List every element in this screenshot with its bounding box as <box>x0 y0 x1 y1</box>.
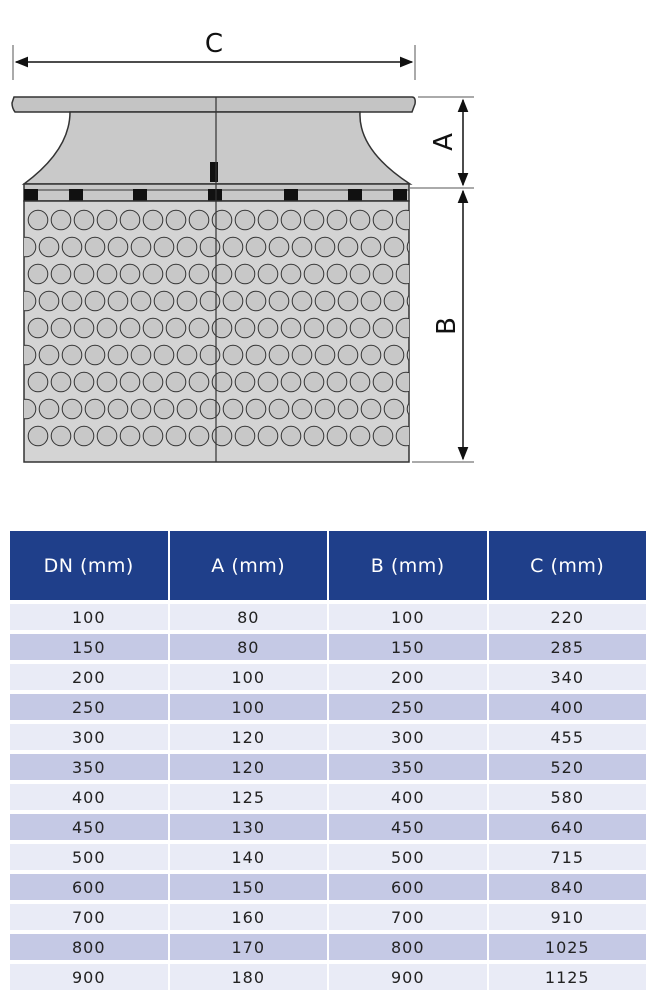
perforation-hole <box>373 426 393 446</box>
perforation-hole <box>120 426 140 446</box>
perforation-hole <box>304 372 324 392</box>
perforation-hole <box>212 318 232 338</box>
perforation-hole <box>373 372 393 392</box>
bolt <box>284 189 298 201</box>
perforation-hole <box>223 237 243 257</box>
cell-dn: 250 <box>10 690 168 720</box>
perforation-hole <box>246 345 266 365</box>
perforation-hole <box>143 372 163 392</box>
perforation-hole <box>235 426 255 446</box>
perforation-hole <box>338 237 358 257</box>
perforation-hole <box>223 345 243 365</box>
perforation-hole <box>304 264 324 284</box>
bolt <box>24 189 38 201</box>
table-row <box>10 900 646 930</box>
perforation-hole <box>407 237 427 257</box>
perforation-hole <box>384 237 404 257</box>
cell-dn: 500 <box>10 840 168 870</box>
bolt <box>69 189 83 201</box>
perforation-hole <box>166 264 186 284</box>
perforation-hole <box>350 264 370 284</box>
perforation-hole <box>269 237 289 257</box>
perforation-hole <box>143 318 163 338</box>
perforation-hole <box>258 372 278 392</box>
perforation-hole <box>131 237 151 257</box>
perforation-hole <box>281 264 301 284</box>
perforation-hole <box>74 426 94 446</box>
perforation-hole <box>28 318 48 338</box>
perforation-hole <box>396 264 416 284</box>
bolt <box>208 189 222 201</box>
table-row <box>10 630 646 660</box>
perforation-hole <box>327 372 347 392</box>
perforation-hole <box>407 345 427 365</box>
perforation-hole <box>258 426 278 446</box>
cell-b: 200 <box>329 660 487 690</box>
perforation-hole <box>28 372 48 392</box>
perforation-hole <box>51 264 71 284</box>
perforation-hole <box>292 345 312 365</box>
perforation-hole <box>315 291 335 311</box>
cell-a: 100 <box>170 660 328 690</box>
table-row <box>10 750 646 780</box>
perforation-hole <box>62 237 82 257</box>
perforation-hole <box>120 210 140 230</box>
perforation-hole <box>269 291 289 311</box>
perforation-hole <box>62 399 82 419</box>
perforation-hole <box>108 345 128 365</box>
perforation-hole <box>292 237 312 257</box>
cell-a: 140 <box>170 840 328 870</box>
cell-dn: 700 <box>10 900 168 930</box>
perforation-hole <box>407 399 427 419</box>
dimension-c <box>13 29 415 80</box>
perforation-hole <box>131 345 151 365</box>
perforation-hole <box>235 372 255 392</box>
perforation-hole <box>292 399 312 419</box>
perforation-hole <box>166 210 186 230</box>
cell-c: 910 <box>489 900 647 930</box>
perforation-hole <box>166 426 186 446</box>
perforation-hole <box>51 426 71 446</box>
dimension-label-c: C <box>204 29 224 59</box>
perforation-hole <box>384 345 404 365</box>
perforation-hole <box>246 399 266 419</box>
perforation-hole <box>396 210 416 230</box>
bolt <box>348 189 362 201</box>
perforation-hole <box>212 210 232 230</box>
cell-dn: 300 <box>10 720 168 750</box>
cell-c: 640 <box>489 810 647 840</box>
perforation-hole <box>269 345 289 365</box>
perforation-hole <box>154 399 174 419</box>
perforation-hole <box>131 399 151 419</box>
perforation-hole <box>108 291 128 311</box>
cell-a: 80 <box>170 630 328 660</box>
perforation-hole <box>62 345 82 365</box>
cell-dn: 200 <box>10 660 168 690</box>
perforation-hole <box>281 426 301 446</box>
perforation-hole <box>120 372 140 392</box>
dimension-label-b: B <box>432 317 462 335</box>
cell-c: 580 <box>489 780 647 810</box>
strainer-dimension-diagram <box>0 0 656 500</box>
perforation-hole <box>189 372 209 392</box>
perforation-hole <box>28 210 48 230</box>
perforation-hole <box>350 318 370 338</box>
perforation-hole <box>304 426 324 446</box>
cell-dn: 400 <box>10 780 168 810</box>
cell-c: 455 <box>489 720 647 750</box>
cell-b: 700 <box>329 900 487 930</box>
perforation-hole <box>223 291 243 311</box>
cell-a: 80 <box>170 600 328 630</box>
cell-b: 400 <box>329 780 487 810</box>
flange-cap <box>12 97 415 201</box>
perforation-hole <box>74 264 94 284</box>
perforation-hole <box>28 264 48 284</box>
perforation-hole <box>85 345 105 365</box>
perforation-hole <box>85 399 105 419</box>
cell-b: 300 <box>329 720 487 750</box>
perforation-hole <box>315 399 335 419</box>
cell-b: 900 <box>329 960 487 990</box>
perforation-hole <box>62 291 82 311</box>
cell-dn: 900 <box>10 960 168 990</box>
perforation-hole <box>97 318 117 338</box>
perforation-hole <box>281 318 301 338</box>
perforation-hole <box>315 237 335 257</box>
perforation-hole <box>51 210 71 230</box>
perforation-hole <box>154 345 174 365</box>
perforation-hole <box>304 318 324 338</box>
table-row <box>10 960 646 990</box>
perforation-hole <box>327 426 347 446</box>
cell-a: 120 <box>170 750 328 780</box>
perforation-hole <box>189 426 209 446</box>
cell-c: 340 <box>489 660 647 690</box>
cell-c: 840 <box>489 870 647 900</box>
perforation-hole <box>28 426 48 446</box>
cell-a: 100 <box>170 690 328 720</box>
perforation-hole <box>373 210 393 230</box>
cell-dn: 450 <box>10 810 168 840</box>
perforation-hole <box>350 426 370 446</box>
table-row <box>10 870 646 900</box>
cell-b: 100 <box>329 600 487 630</box>
perforation-hole <box>361 291 381 311</box>
header-b: B (mm) <box>329 531 487 600</box>
perforation-hole <box>269 399 289 419</box>
perforation-hole <box>281 210 301 230</box>
perforation-hole <box>338 291 358 311</box>
perforation-hole <box>361 345 381 365</box>
perforation-hole <box>235 318 255 338</box>
cell-b: 600 <box>329 870 487 900</box>
perforation-hole <box>212 372 232 392</box>
perforation-hole <box>143 264 163 284</box>
perforation-hole <box>120 318 140 338</box>
perforation-hole <box>16 399 36 419</box>
perforation-hole <box>154 237 174 257</box>
table-row <box>10 840 646 870</box>
perforation-hole <box>338 399 358 419</box>
perforation-hole <box>39 237 59 257</box>
perforation-hole <box>97 264 117 284</box>
perforation-hole <box>258 318 278 338</box>
perforation-hole <box>396 372 416 392</box>
perforation-hole <box>212 426 232 446</box>
perforation-hole <box>281 372 301 392</box>
perforation-hole <box>39 399 59 419</box>
perforation-hole <box>246 291 266 311</box>
perforation-hole <box>85 237 105 257</box>
perforation-hole <box>51 318 71 338</box>
perforation-hole <box>166 318 186 338</box>
perforation-hole <box>200 291 220 311</box>
cell-dn: 100 <box>10 600 168 630</box>
perforation-hole <box>396 426 416 446</box>
perforation-hole <box>200 345 220 365</box>
dimension-label-a: A <box>429 133 459 151</box>
table-header-row <box>10 531 646 600</box>
cell-c: 715 <box>489 840 647 870</box>
perforation-hole <box>85 291 105 311</box>
table-row <box>10 690 646 720</box>
perforation-hole <box>131 291 151 311</box>
table-row <box>10 810 646 840</box>
perforation-hole <box>74 372 94 392</box>
perforation-hole <box>97 210 117 230</box>
cell-c: 1125 <box>489 960 647 990</box>
perforation-hole <box>108 237 128 257</box>
perforation-hole <box>154 291 174 311</box>
perforation-hole <box>74 318 94 338</box>
perforation-hole <box>189 210 209 230</box>
cell-c: 520 <box>489 750 647 780</box>
perforation-hole <box>177 345 197 365</box>
cell-dn: 150 <box>10 630 168 660</box>
perforation-hole <box>177 237 197 257</box>
cell-dn: 800 <box>10 930 168 960</box>
perforation-hole <box>350 210 370 230</box>
cell-a: 180 <box>170 960 328 990</box>
perforation-hole <box>338 345 358 365</box>
cell-b: 350 <box>329 750 487 780</box>
perforation-hole <box>143 210 163 230</box>
perforation-hole <box>361 237 381 257</box>
cell-c: 220 <box>489 600 647 630</box>
cell-a: 130 <box>170 810 328 840</box>
table-row <box>10 600 646 630</box>
perforation-hole <box>373 318 393 338</box>
perforation-hole <box>407 291 427 311</box>
cell-a: 125 <box>170 780 328 810</box>
perforation-hole <box>120 264 140 284</box>
perforation-hole <box>177 399 197 419</box>
perforation-hole <box>16 345 36 365</box>
perforation-hole <box>327 264 347 284</box>
cell-c: 285 <box>489 630 647 660</box>
cell-a: 150 <box>170 870 328 900</box>
perforation-hole <box>166 372 186 392</box>
perforation-hole <box>97 372 117 392</box>
perforation-hole <box>108 399 128 419</box>
cell-c: 400 <box>489 690 647 720</box>
perforation-hole <box>200 237 220 257</box>
table-row <box>10 780 646 810</box>
dimension-b <box>412 191 474 462</box>
perforation-hole <box>373 264 393 284</box>
perforation-hole <box>235 264 255 284</box>
perforation-hole <box>51 372 71 392</box>
perforation-hole <box>258 264 278 284</box>
perforation-hole <box>315 345 335 365</box>
cell-b: 450 <box>329 810 487 840</box>
cell-b: 150 <box>329 630 487 660</box>
cell-a: 170 <box>170 930 328 960</box>
table-row <box>10 930 646 960</box>
perforation-hole <box>384 291 404 311</box>
perforation-hole <box>235 210 255 230</box>
perforation-hole <box>177 291 197 311</box>
perforation-hole <box>74 210 94 230</box>
table-row <box>10 720 646 750</box>
cell-c: 1025 <box>489 930 647 960</box>
perforation-hole <box>361 399 381 419</box>
dimension-a <box>410 97 474 188</box>
perforation-hole <box>304 210 324 230</box>
perforation-hole <box>39 345 59 365</box>
perforation-hole <box>97 426 117 446</box>
perforation-hole <box>327 210 347 230</box>
bolt <box>393 189 407 201</box>
perforation-hole <box>143 426 163 446</box>
table-row <box>10 660 646 690</box>
perforation-hole <box>200 399 220 419</box>
perforation-hole <box>258 210 278 230</box>
perforation-hole <box>384 399 404 419</box>
header-dn: DN (mm) <box>10 531 168 600</box>
cell-a: 120 <box>170 720 328 750</box>
perforation-hole <box>39 291 59 311</box>
cell-b: 800 <box>329 930 487 960</box>
perforation-hole <box>246 237 266 257</box>
cell-a: 160 <box>170 900 328 930</box>
header-a: A (mm) <box>170 531 328 600</box>
perforation-hole <box>327 318 347 338</box>
perforation-hole <box>16 237 36 257</box>
cell-b: 250 <box>329 690 487 720</box>
bolt <box>133 189 147 201</box>
perforation-hole <box>350 372 370 392</box>
perforation-hole <box>223 399 243 419</box>
perforation-hole <box>16 291 36 311</box>
cell-b: 500 <box>329 840 487 870</box>
dimension-table <box>8 531 648 990</box>
perforation-hole <box>212 264 232 284</box>
header-c: C (mm) <box>489 531 647 600</box>
cell-dn: 350 <box>10 750 168 780</box>
perforation-hole <box>189 264 209 284</box>
perforation-hole <box>292 291 312 311</box>
perforation-hole <box>396 318 416 338</box>
cell-dn: 600 <box>10 870 168 900</box>
perforation-hole <box>189 318 209 338</box>
